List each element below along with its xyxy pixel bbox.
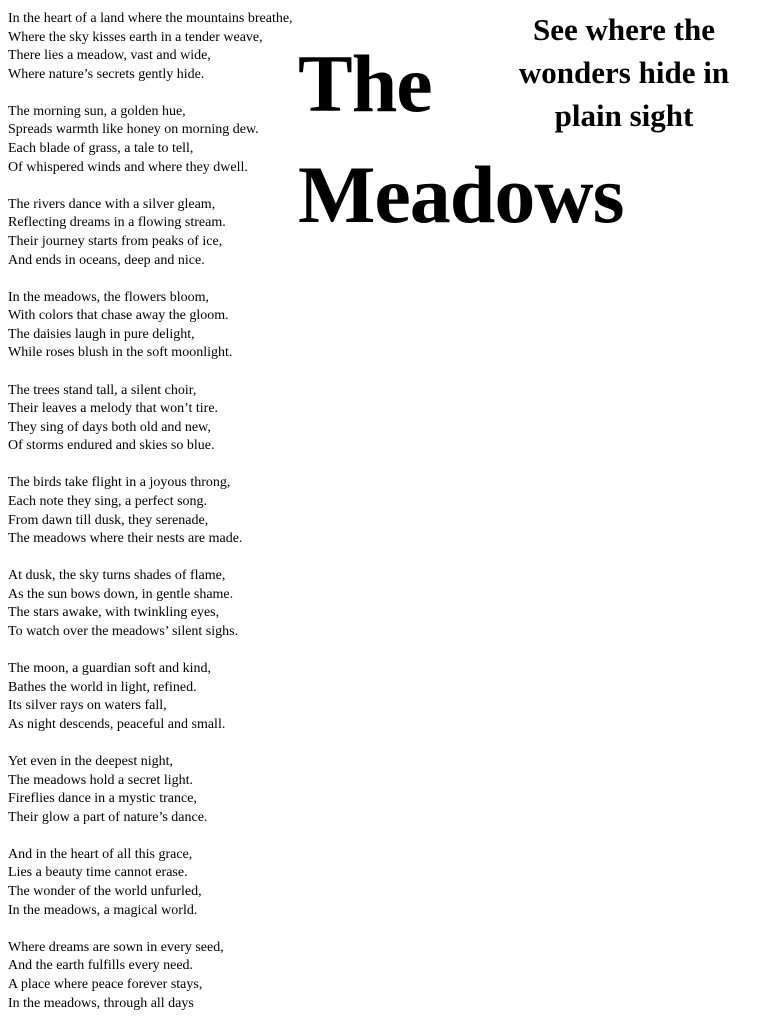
- stanza: [8, 474, 338, 548]
- stanza: [8, 382, 338, 456]
- poem-line: Reflecting dreams in a flowing stream.: [8, 215, 226, 231]
- poem-line: As night descends, peaceful and small.: [8, 716, 226, 732]
- poem-line: The birds take flight in a joyous throng,: [8, 475, 231, 491]
- poem-line: Where dreams are sown in every seed,: [8, 939, 224, 955]
- title-line-1: The: [298, 38, 432, 129]
- poem-line: Of storms endured and skies so blue.: [8, 438, 215, 454]
- stanza: [8, 10, 338, 84]
- stanza: [8, 939, 338, 1013]
- poem-line: Spreads warmth like honey on morning dew.: [8, 122, 259, 138]
- poem-line: To watch over the meadows’ silent sighs.: [8, 624, 239, 640]
- stanza: [8, 753, 338, 827]
- stanza: [8, 103, 338, 177]
- poem-line: As the sun bows down, in gentle shame.: [8, 586, 234, 602]
- poem-line: Yet even in the deepest night,: [8, 754, 173, 769]
- poem-line: Each note they sing, a perfect song.: [8, 493, 208, 509]
- poem-line: And in the heart of all this grace,: [8, 846, 193, 862]
- poem-line: The stars awake, with twinkling eyes,: [8, 605, 220, 621]
- poem-line: At dusk, the sky turns shades of flame,: [8, 568, 226, 584]
- stanza: [8, 846, 338, 920]
- stanza: [8, 196, 338, 270]
- stanza: [8, 567, 338, 641]
- poem-line: And ends in oceans, deep and nice.: [8, 252, 205, 268]
- poem-line: In the meadows, a magical world.: [8, 902, 198, 918]
- poem-line: Their leaves a melody that won’t tire.: [8, 401, 219, 417]
- poem-line: Where the sky kisses earth in a tender weave,: [8, 29, 263, 45]
- poem-line: Of whispered winds and where they dwell.: [8, 159, 248, 175]
- tagline: See where the wonders hide in plain sight: [518, 12, 730, 133]
- poem-line: The daisies laugh in pure delight,: [8, 326, 195, 342]
- poem-line: There lies a meadow, vast and wide,: [8, 48, 211, 64]
- stanza: [8, 660, 338, 734]
- poem-line: The trees stand tall, a silent choir,: [8, 382, 197, 398]
- poem-line: The meadows hold a secret light.: [8, 772, 194, 788]
- poem-line: A place where peace forever stays,: [8, 976, 203, 992]
- stanza: [8, 289, 338, 363]
- poem-line: The wonder of the world unfurled,: [8, 884, 202, 900]
- poem-line: Its silver rays on waters fall,: [8, 698, 167, 714]
- poem-line: They sing of days both old and new,: [8, 419, 211, 435]
- poem-line: Each blade of grass, a tale to tell,: [8, 141, 194, 157]
- poem-line: While roses blush in the soft moonlight.: [8, 345, 233, 361]
- poem-line: In the meadows, the flowers bloom,: [8, 289, 210, 305]
- title-line-2: Meadows: [298, 149, 624, 240]
- poem-line: The meadows where their nests are made.: [8, 531, 243, 547]
- poem-line: From dawn till dusk, they serenade,: [8, 512, 209, 528]
- poem-line: Where nature’s secrets gently hide.: [8, 66, 205, 82]
- poem-line: Lies a beauty time cannot erase.: [8, 865, 188, 881]
- poem-line: And the earth fulfills every need.: [8, 958, 194, 974]
- poem-line: Their glow a part of nature’s dance.: [8, 809, 208, 825]
- poem-line: Fireflies dance in a mystic trance,: [8, 791, 197, 807]
- poem-line: Their journey starts from peaks of ice,: [8, 233, 223, 249]
- poem-line: The rivers dance with a silver gleam,: [8, 196, 216, 212]
- poem-line: The moon, a guardian soft and kind,: [8, 661, 211, 677]
- poem-line: With colors that chase away the gloom.: [8, 308, 229, 324]
- poem-line: Bathes the world in light, refined.: [8, 679, 197, 695]
- poem-line: The morning sun, a golden hue,: [8, 103, 186, 119]
- poem-body: [8, 10, 338, 1032]
- poem-line: In the meadows, through all days: [8, 995, 194, 1011]
- poem-line: In the heart of a land where the mountains breathe,: [8, 11, 293, 26]
